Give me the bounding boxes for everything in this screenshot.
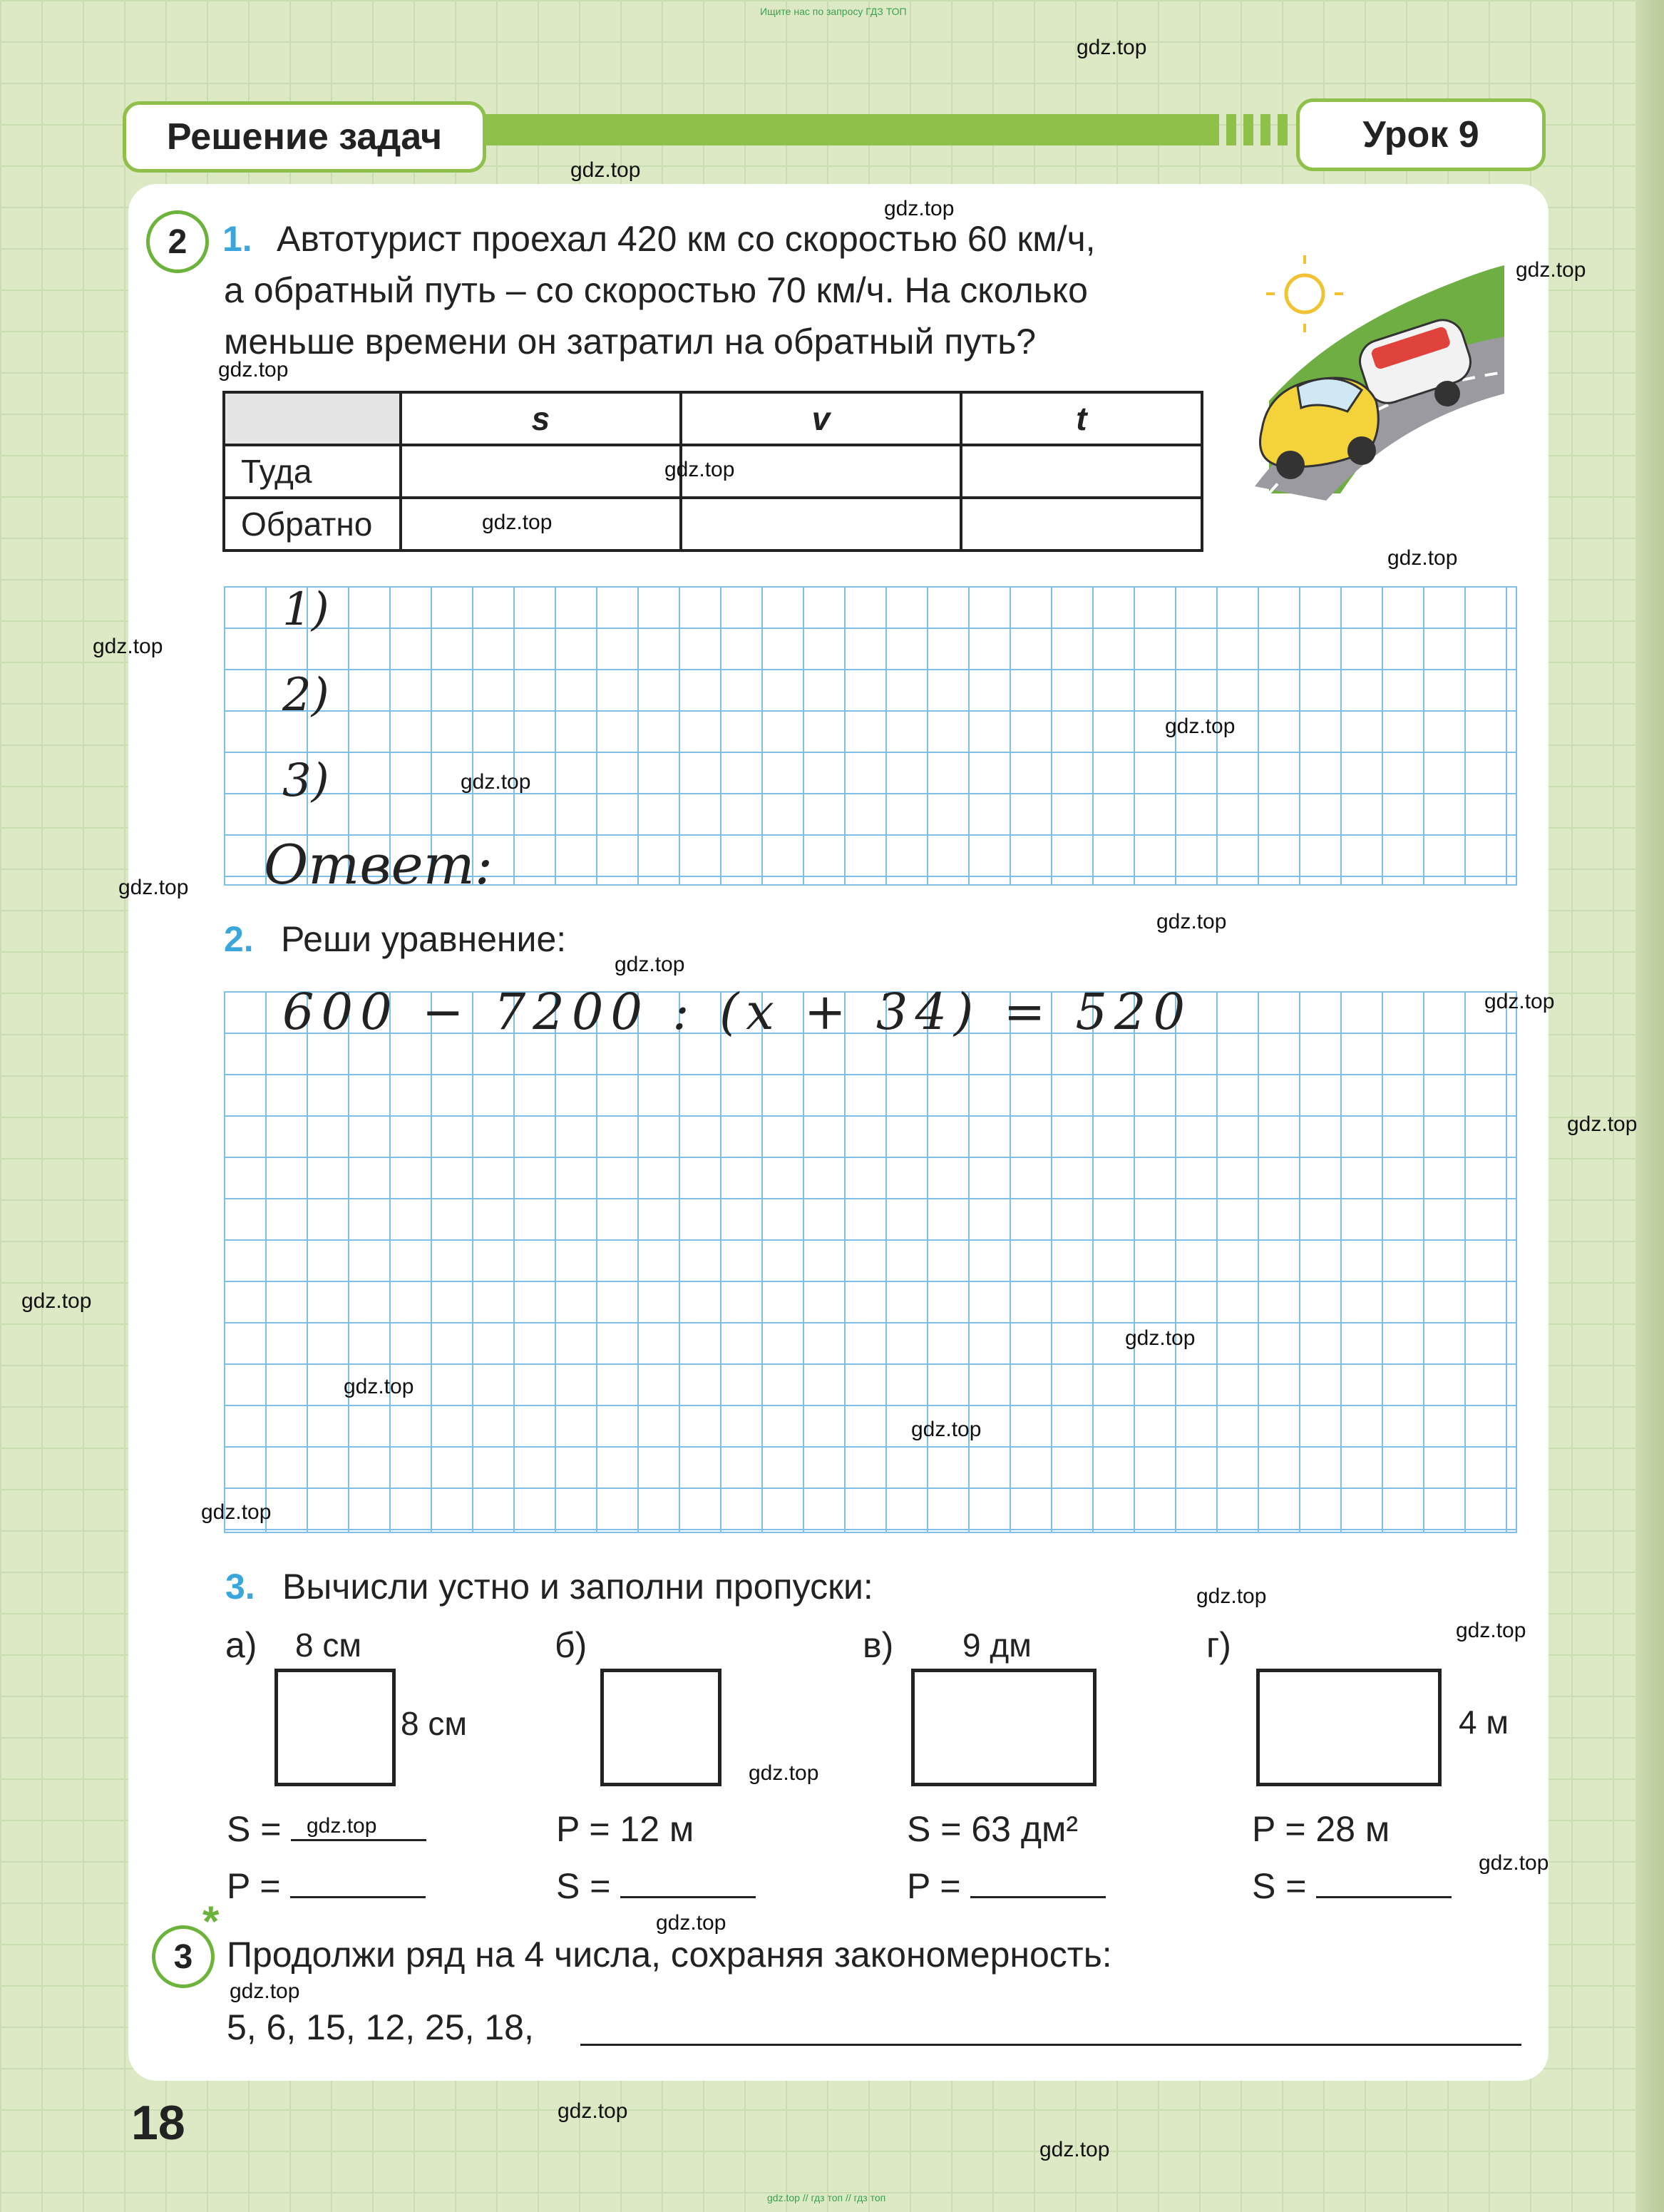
watermark: gdz.top: [93, 635, 163, 658]
header-stripe: [1243, 114, 1253, 145]
star-icon: *: [202, 1898, 220, 1945]
header-stripe: [1226, 114, 1236, 145]
task1-line: меньше времени он затратил на обратный путь?: [224, 322, 1037, 362]
table-header-cell: [224, 392, 401, 445]
answer-blank[interactable]: [1316, 1896, 1452, 1898]
line2: [227, 1861, 426, 1911]
watermark: gdz.top: [570, 158, 641, 182]
watermark: gdz.top: [201, 1500, 272, 1524]
item-letter: а): [225, 1625, 257, 1665]
answer-label: Ответ:: [264, 833, 493, 896]
equation: 600 − 7200 : (x + 34) = 520: [282, 983, 1193, 1041]
task1-line: Автотурист проехал 420 км со скоростью 60 км/ч,: [277, 219, 1096, 259]
task1-line: а обратный путь – со скоростью 70 км/ч. На сколько: [224, 270, 1088, 310]
side-label: 4 м: [1459, 1704, 1509, 1741]
top-note: Ищите нас по запросу ГДЗ ТОП: [760, 6, 907, 17]
task2-number: 2.: [224, 919, 254, 959]
table-row: [224, 392, 1202, 445]
line2: [907, 1861, 1106, 1911]
watermark: gdz.top: [1165, 715, 1236, 738]
sequence-line: [227, 2002, 534, 2052]
watermark: gdz.top: [21, 1289, 92, 1313]
watermark: gdz.top: [1479, 1851, 1549, 1875]
item-letter: г): [1206, 1625, 1231, 1665]
table-cell[interactable]: [961, 498, 1202, 551]
watermark: gdz.top: [1156, 910, 1227, 933]
watermark: gdz.top: [230, 1980, 300, 2003]
table-row-label: Обратно: [224, 498, 401, 551]
step-label: 1): [282, 583, 329, 636]
watermark: gdz.top: [615, 953, 685, 976]
formula-text: S =: [227, 1809, 282, 1849]
watermark: gdz.top: [482, 511, 553, 534]
step-label: 2): [282, 669, 329, 722]
line1: [907, 1804, 1078, 1854]
sequence: 5, 6, 15, 12, 25, 18,: [227, 2007, 534, 2047]
formula-text: S =: [556, 1866, 611, 1906]
table-row-label: Туда: [224, 445, 401, 498]
line1: [1252, 1804, 1390, 1854]
answer-blank[interactable]: [620, 1896, 756, 1898]
table-row: [224, 498, 1202, 551]
task3-title: Вычисли устно и заполни пропуски:: [282, 1567, 873, 1607]
header-stripe: [1260, 114, 1270, 145]
line2: [1252, 1861, 1452, 1911]
watermark: gdz.top: [1125, 1326, 1196, 1350]
answer-blank[interactable]: [291, 1839, 426, 1841]
formula-text: P =: [907, 1866, 961, 1906]
watermark: gdz.top: [1516, 258, 1586, 282]
section3-title: Продолжи ряд на 4 числа, сохраняя закономерность:: [227, 1935, 1112, 1975]
sequence-answer-line[interactable]: [580, 2044, 1521, 2046]
watermark: gdz.top: [558, 2099, 628, 2123]
bottom-note: gdz.top // гдз топ // гдз топ: [767, 2192, 886, 2203]
side-label: 8 см: [401, 1705, 467, 1742]
task1-number: 1.: [222, 219, 252, 259]
watermark: gdz.top: [656, 1911, 726, 1935]
table-header-cell: t: [961, 392, 1202, 445]
step-label: 3): [282, 754, 329, 807]
item-letter: в): [863, 1625, 894, 1665]
formula-text: S = 63 дм²: [907, 1809, 1079, 1849]
watermark: gdz.top: [1196, 1584, 1267, 1608]
watermark: gdz.top: [344, 1375, 414, 1398]
watermark: gdz.top: [884, 197, 955, 220]
top-label: 8 см: [295, 1627, 361, 1664]
table-cell[interactable]: [961, 445, 1202, 498]
watermark: gdz.top: [218, 358, 289, 382]
task2-title: Реши уравнение:: [281, 919, 567, 959]
answer-blank[interactable]: [290, 1896, 426, 1898]
table-header-cell: s: [401, 392, 681, 445]
formula-text: P = 28 м: [1252, 1809, 1390, 1849]
formula-text: P = 12 м: [556, 1809, 694, 1849]
car-illustration: [1241, 251, 1511, 508]
watermark: gdz.top: [1039, 2138, 1110, 2161]
watermark: gdz.top: [1387, 546, 1458, 570]
line1: [556, 1804, 694, 1854]
rectangle-figure: [911, 1669, 1097, 1786]
answer-blank[interactable]: [970, 1896, 1106, 1898]
watermark: gdz.top: [118, 876, 189, 899]
header-title: Решение задач: [123, 101, 486, 173]
watermark: gdz.top: [307, 1814, 377, 1838]
top-label: 9 дм: [962, 1627, 1032, 1664]
formula-text: S =: [1252, 1866, 1307, 1906]
header-bar: [478, 114, 1219, 145]
formula-text: P =: [227, 1866, 281, 1906]
table-header-cell: v: [681, 392, 961, 445]
table-cell[interactable]: [681, 498, 961, 551]
page-number: 18: [131, 2096, 185, 2150]
watermark: gdz.top: [749, 1761, 819, 1785]
watermark: gdz.top: [461, 770, 531, 794]
equation-grid[interactable]: [224, 991, 1517, 1533]
header-lesson: Урок 9: [1296, 98, 1546, 171]
item-letter: б): [555, 1625, 587, 1665]
watermark: gdz.top: [664, 458, 735, 481]
watermark: gdz.top: [1456, 1619, 1526, 1642]
watermark: gdz.top: [1484, 990, 1555, 1013]
table-cell[interactable]: [401, 445, 681, 498]
task3-number: 3.: [225, 1567, 255, 1607]
square-figure: [274, 1669, 396, 1786]
rectangle-figure: [1256, 1669, 1442, 1786]
header-stripe: [1278, 114, 1288, 145]
watermark: gdz.top: [1077, 36, 1147, 59]
square-figure: [600, 1669, 721, 1786]
watermark: gdz.top: [911, 1418, 982, 1441]
page-edge: [1635, 0, 1664, 2212]
section-badge: 2: [146, 210, 209, 273]
section-badge: 3: [152, 1925, 215, 1988]
line2: [556, 1861, 756, 1911]
watermark: gdz.top: [1567, 1112, 1638, 1136]
